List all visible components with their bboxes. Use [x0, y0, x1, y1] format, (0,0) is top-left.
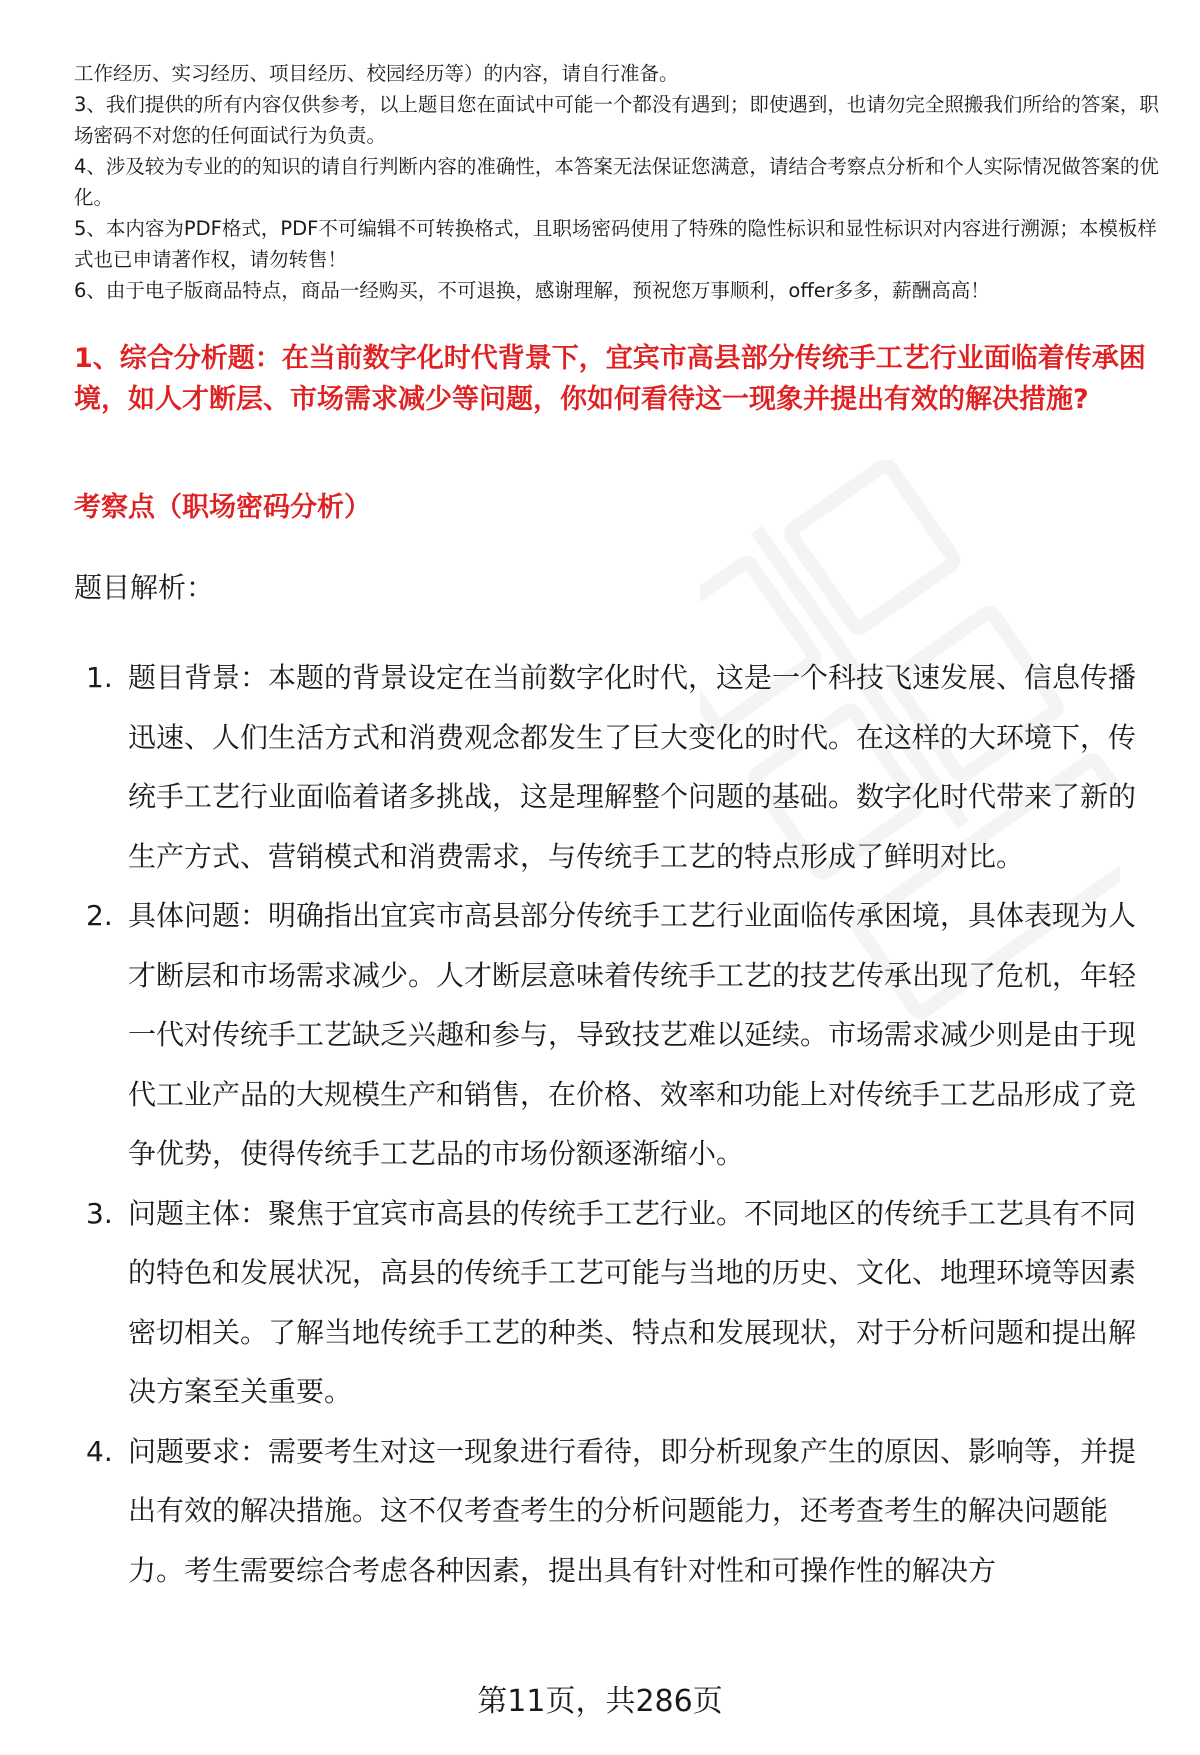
list-text: 题目背景：本题的背景设定在当前数字化时代，这是一个科技飞速发展、信息传播迅速、人们生活方式和消费观念都发生了巨大变化的时代。在这样的大环境下，传统手工艺行业面临着诸多挑战，这是理解整个问题的基础。数字化时代带来了新的生产方式、营销模式和消费需求，与传统手工艺的特点形成了鲜明对比。	[128, 661, 1137, 873]
list-item	[74, 1184, 1154, 1422]
analysis-label: 题目解析：	[74, 571, 215, 604]
note-line: 工作经历、实习经历、项目经历、校园经历等）的内容，请自行准备。	[74, 62, 679, 85]
list-item	[74, 1422, 1154, 1601]
list-text: 具体问题：明确指出宜宾市高县部分传统手工艺行业面临传承困境，具体表现为人才断层和市场需求减少。人才断层意味着传统手工艺的技艺传承出现了危机，年轻一代对传统手工艺缺乏兴趣和参与，导致技艺难以延续。市场需求减少则是由于现代工业产品的大规模生产和销售，在价格、效率和功能上对传统手工艺品形成了竞争优势，使得传统手工艺品的市场份额逐渐缩小。	[128, 899, 1137, 1170]
list-item	[74, 648, 1154, 886]
page-footer: 第11页，共286页	[477, 1684, 723, 1719]
list-number: 1.	[86, 661, 113, 694]
section-heading: 考察点（职场密码分析）	[74, 492, 371, 523]
analysis-list	[74, 648, 1154, 1600]
question-title: 1、综合分析题：在当前数字化时代背景下，宜宾市高县部分传统手工艺行业面临着传承困境，如人才断层、市场需求减少等问题，你如何看待这一现象并提出有效的解决措施?	[74, 343, 1146, 415]
list-text: 问题要求：需要考生对这一现象进行看待，即分析现象产生的原因、影响等，并提出有效的解决措施。这不仅考查考生的分析问题能力，还考查考生的解决问题能力。考生需要综合考虑各种因素，提出具有针对性和可操作性的解决方	[128, 1434, 1137, 1587]
list-number: 4.	[86, 1434, 113, 1468]
note-line: 4、涉及较为专业的的知识的请自行判断内容的准确性，本答案无法保证您满意，请结合考察点分析和个人实际情况做答案的优化。	[74, 155, 1159, 209]
list-number: 2.	[86, 899, 113, 932]
list-item	[74, 886, 1154, 1184]
disclaimer-notes	[74, 58, 1164, 306]
list-text: 问题主体：聚焦于宜宾市高县的传统手工艺行业。不同地区的传统手工艺具有不同的特色和发展状况，高县的传统手工艺可能与当地的历史、文化、地理环境等因素密切相关。了解当地传统手工艺的种类、特点和发展现状，对于分析问题和提出解决方案至关重要。	[128, 1196, 1137, 1408]
note-line: 3、我们提供的所有内容仅供参考，以上题目您在面试中可能一个都没有遇到；即使遇到，也请勿完全照搬我们所给的答案，职场密码不对您的任何面试行为负责。	[74, 93, 1159, 147]
note-line: 6、由于电子版商品特点，商品一经购买，不可退换，感谢理解，预祝您万事顺利，offer多多，薪酬高高！	[74, 279, 990, 302]
list-number: 3.	[86, 1196, 113, 1230]
note-line: 5、本内容为PDF格式，PDF不可编辑不可转换格式，且职场密码使用了特殊的隐性标识和显性标识对内容进行溯源；本模板样式也已申请著作权，请勿转售！	[74, 217, 1157, 271]
